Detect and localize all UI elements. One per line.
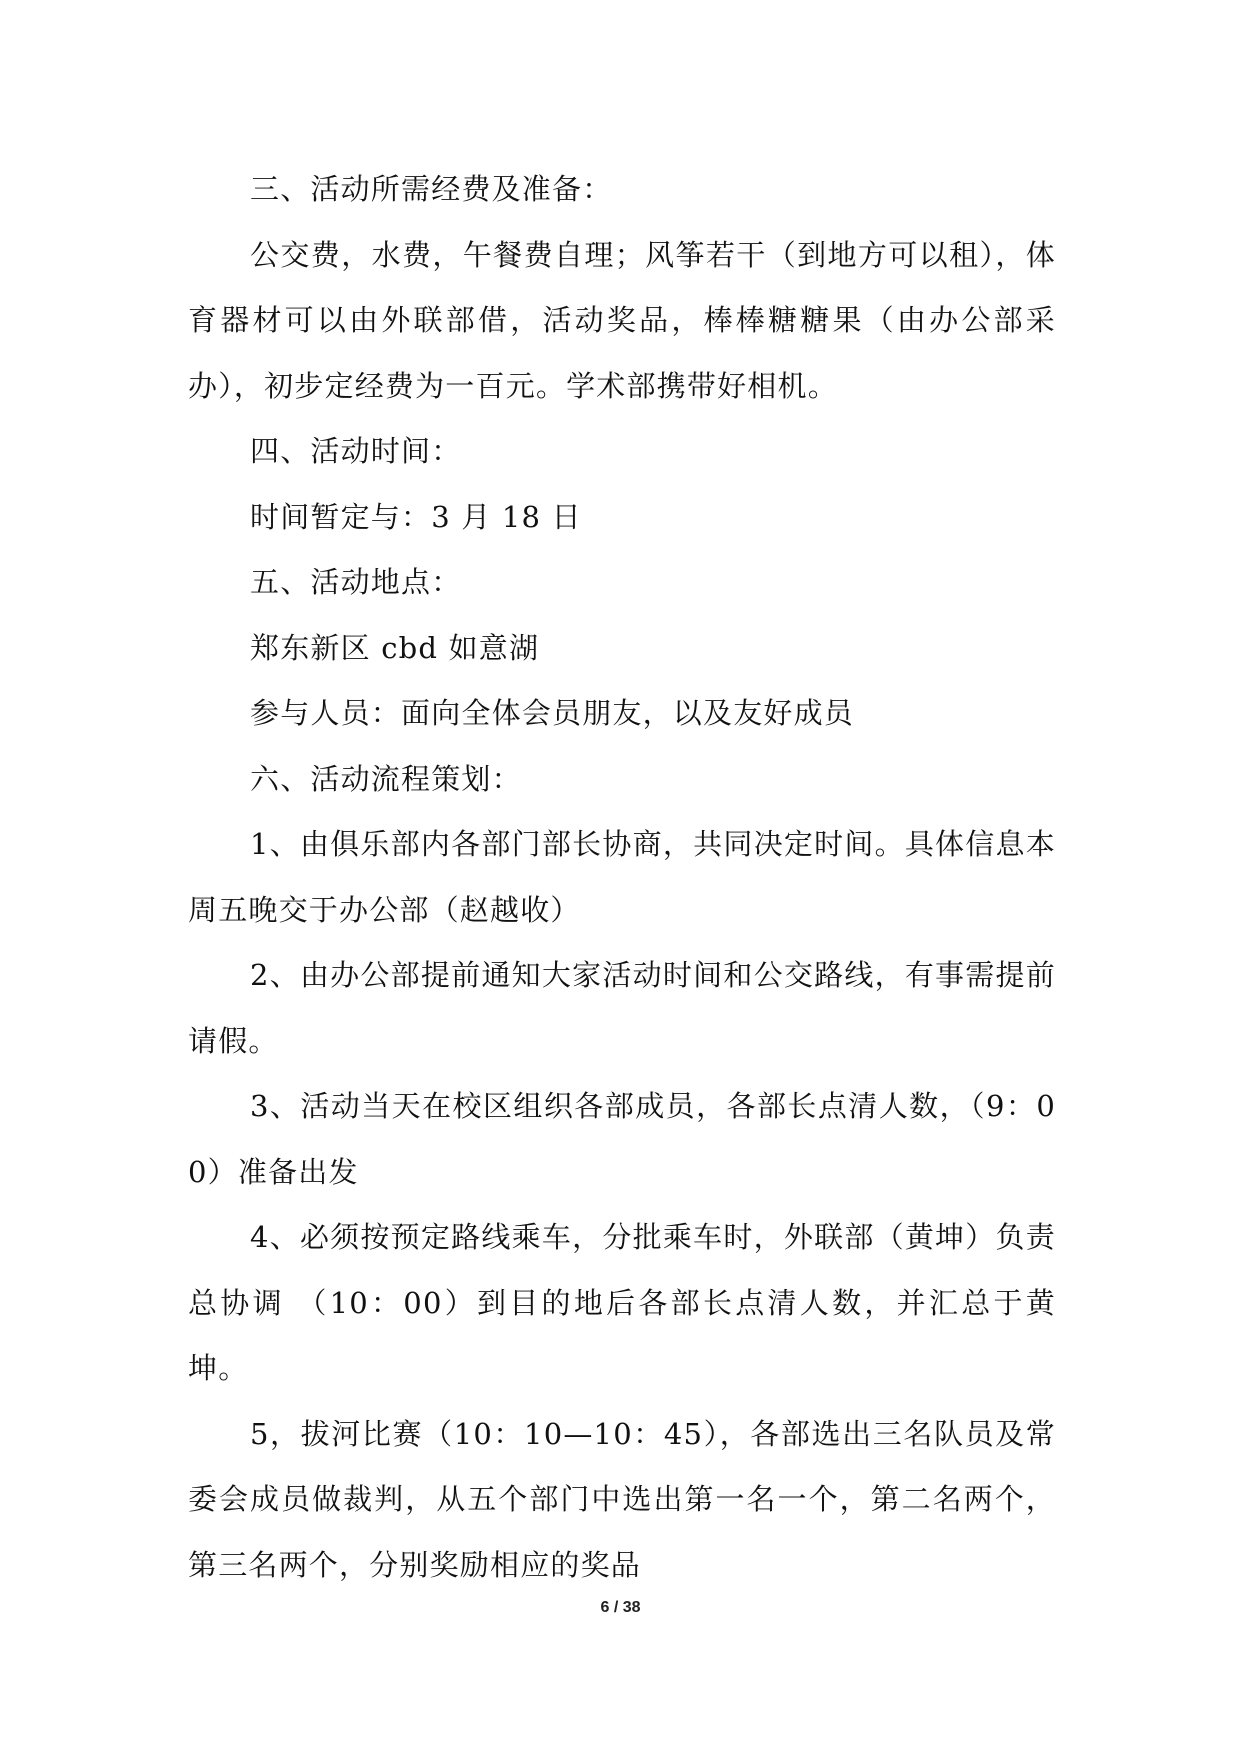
process-step-2: 2、由办公部提前通知大家活动时间和公交路线，有事需提前请假。 <box>188 958 1056 1058</box>
paragraph-location: 郑东新区 cbd 如意湖 <box>250 630 540 665</box>
paragraph-time: 时间暂定与：3 月 18 日 <box>250 499 582 534</box>
process-step-5: 5，拔河比赛（10：10—10：45），各部选出三名队员及常委会成员做裁判，从五个部门中选出第一名一个，第二名两个，第三名两个，分别奖励相应的奖品 <box>188 1416 1056 1582</box>
paragraph-participants: 参与人员：面向全体会员朋友，以及友好成员 <box>250 696 855 730</box>
paragraph-funding-details: 公交费，水费，午餐费自理；风筝若干（到地方可以租），体育器材可以由外联部借，活动奖品，棒棒糖糖果（由办公部采办），初步定经费为一百元。学术部携带好相机。 <box>188 237 1056 403</box>
section-heading-location: 五、活动地点： <box>250 565 462 599</box>
section-heading-funding: 三、活动所需经费及准备： <box>250 172 613 206</box>
section-heading-time: 四、活动时间： <box>250 434 462 468</box>
process-step-4: 4、必须按预定路线乘车，分批乘车时，外联部（黄坤）负责总协调 （10：00）到目的地后各部长点清人数，并汇总于黄坤。 <box>188 1220 1056 1385</box>
section-heading-process: 六、活动流程策划： <box>250 761 522 796</box>
document-body <box>188 157 1056 1598</box>
process-step-3: 3、活动当天在校区组织各部成员，各部长点清人数，（9：00）准备出发 <box>188 1089 1056 1189</box>
process-step-1: 1、由俱乐部内各部门部长协商，共同决定时间。具体信息本周五晚交于办公部（赵越收） <box>188 827 1056 927</box>
page-number: 6 / 38 <box>600 1599 641 1616</box>
